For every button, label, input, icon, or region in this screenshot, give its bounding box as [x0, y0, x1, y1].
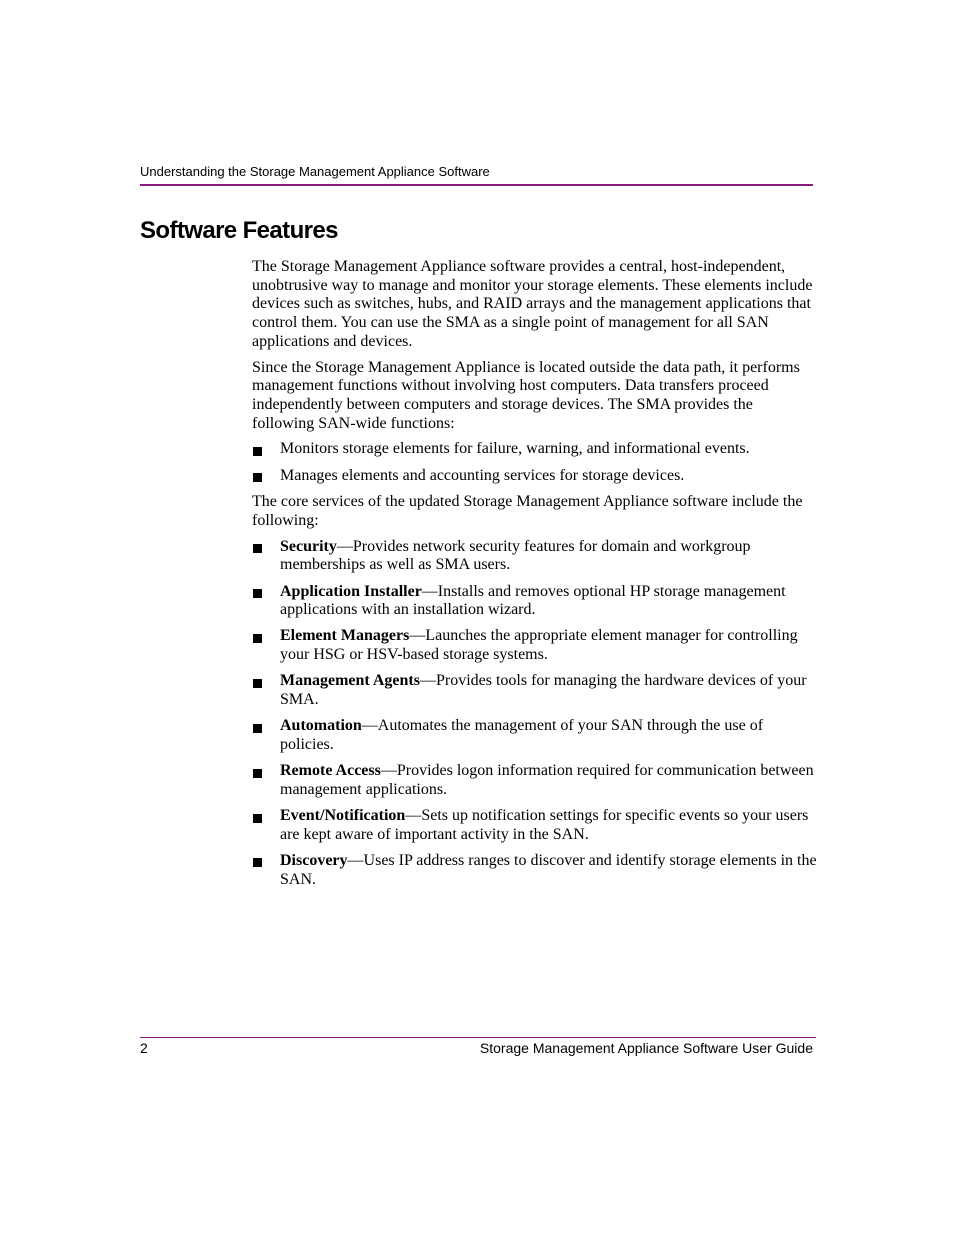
footer-guide-title: Storage Management Appliance Software User Guide	[479, 1040, 813, 1056]
list-item-text: Monitors storage elements for failure, warning, and informational events.	[280, 440, 750, 458]
list-item	[252, 538, 818, 575]
service-description: —Provides logon information required for communication between management applications.	[280, 762, 814, 798]
service-description: —Uses IP address ranges to discover and identify storage elements in the SAN.	[280, 851, 817, 888]
service-term: Discovery	[280, 851, 348, 869]
list-item	[252, 762, 818, 799]
core-services-list	[252, 538, 818, 890]
service-term: Management Agents	[280, 672, 420, 690]
bullet-square-icon	[253, 544, 262, 553]
page-number: 2	[140, 1040, 148, 1056]
body-text	[252, 258, 818, 897]
data-path-paragraph: Since the Storage Management Appliance is located outside the data path, it performs management functions without involving host computers. Data transfers proceed independently between computers and storage devices. The SMA provides the following SAN-wide functions:	[252, 358, 800, 432]
bullet-square-icon	[253, 724, 262, 733]
bullet-square-icon	[253, 447, 262, 456]
intro-paragraph: The Storage Management Appliance software provides a central, host-independent, unobtrusive way to manage and monitor your storage elements. These elements include devices such as switches, hubs, and RAID arrays and the management applications that control them. You can use the SMA as a single point of management for all SAN applications and devices.	[252, 258, 813, 350]
list-item	[252, 627, 818, 664]
list-item	[252, 672, 818, 709]
bullet-square-icon	[253, 814, 262, 823]
service-description: —Launches the appropriate element manager for controlling your HSG or HSV-based storage systems.	[280, 627, 798, 664]
service-term: Application Installer	[280, 582, 422, 600]
list-item-text: Manages elements and accounting services for storage devices.	[280, 466, 685, 484]
service-term: Event/Notification	[280, 807, 406, 825]
bullet-square-icon	[253, 679, 262, 688]
bullet-square-icon	[253, 634, 262, 643]
list-item	[252, 852, 818, 889]
footer-rule	[140, 1037, 816, 1038]
bullet-square-icon	[253, 589, 262, 598]
service-term: Automation	[280, 717, 362, 735]
list-item	[252, 583, 818, 620]
service-description: —Provides network security features for domain and workgroup memberships as well as SMA users.	[280, 537, 751, 574]
service-term: Remote Access	[280, 762, 381, 780]
san-functions-list	[252, 440, 818, 485]
core-services-paragraph: The core services of the updated Storage Management Appliance software include the following:	[252, 493, 803, 529]
bullet-square-icon	[253, 769, 262, 778]
service-description: —Automates the management of your SAN through the use of policies.	[280, 717, 764, 753]
service-description: —Provides tools for managing the hardware devices of your SMA.	[280, 672, 807, 709]
list-item	[252, 440, 818, 459]
service-term: Security	[280, 537, 337, 555]
running-header: Understanding the Storage Management Appliance Software	[140, 164, 490, 179]
section-title: Software Features	[140, 217, 338, 244]
service-description: —Sets up notification settings for specific events so your users are kept aware of important activity in the SAN.	[280, 807, 809, 843]
bullet-square-icon	[253, 473, 262, 482]
list-item	[252, 807, 818, 844]
list-item	[252, 467, 818, 486]
bullet-square-icon	[253, 858, 262, 867]
header-rule	[140, 184, 813, 186]
service-description: —Installs and removes optional HP storage management applications with an installation wizard.	[280, 582, 786, 619]
service-term: Element Managers	[280, 627, 410, 645]
list-item	[252, 717, 818, 754]
